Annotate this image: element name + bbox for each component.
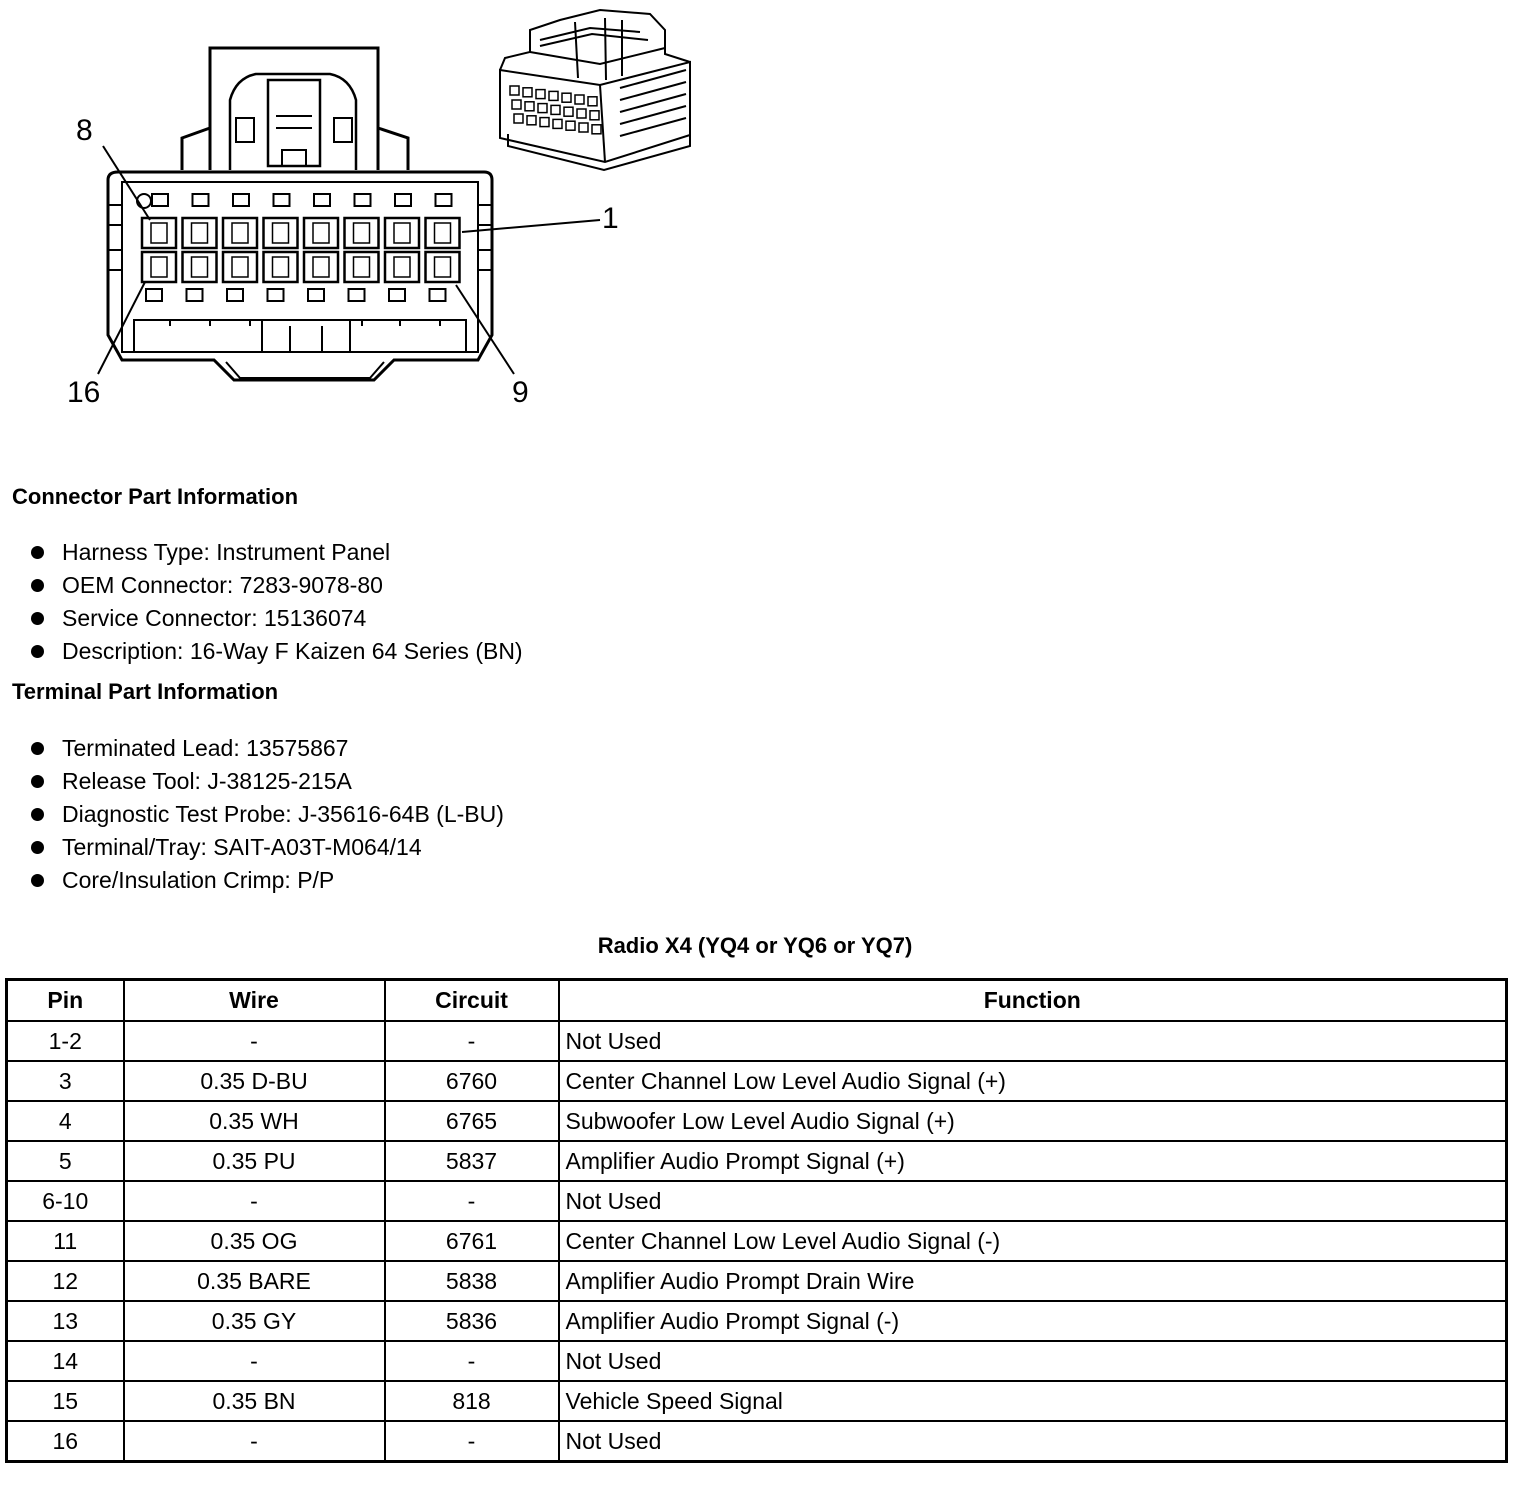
cell-wire: 0.35 GY [124, 1301, 385, 1341]
pin-cavity-inner [151, 223, 167, 243]
pin-cavity-inner [435, 257, 451, 277]
list-item: Terminal/Tray: SAIT-A03T-M064/14 [28, 831, 504, 864]
cell-function: Not Used [559, 1181, 1507, 1221]
pin-label-1: 1 [602, 202, 619, 235]
cell-wire: 0.35 D-BU [124, 1061, 385, 1101]
cell-circuit: - [385, 1421, 559, 1462]
perspective-cavity [523, 88, 532, 97]
small-cavity [152, 194, 168, 206]
pin-cavity-inner [435, 223, 451, 243]
pin-label-9: 9 [512, 376, 529, 409]
connector-diagram [0, 0, 760, 430]
table-row [7, 1381, 1507, 1421]
cell-function: Center Channel Low Level Audio Signal (-) [559, 1221, 1507, 1261]
cell-pin: 1-2 [7, 1021, 124, 1061]
cell-circuit: - [385, 1181, 559, 1221]
list-item: Harness Type: Instrument Panel [28, 536, 523, 569]
perspective-cavity [590, 111, 599, 120]
small-cavity [227, 289, 243, 301]
cell-function: Amplifier Audio Prompt Signal (+) [559, 1141, 1507, 1181]
list-item: Diagnostic Test Probe: J-35616-64B (L-BU) [28, 798, 504, 831]
table-row [7, 1421, 1507, 1462]
cell-circuit: 5836 [385, 1301, 559, 1341]
pin-cavity-inner [273, 223, 289, 243]
bullet-icon [31, 579, 44, 592]
perspective-cavity [525, 102, 534, 111]
perspective-cavity [527, 116, 536, 125]
table-row [7, 1341, 1507, 1381]
pin-cavity-inner [192, 257, 208, 277]
cell-pin: 4 [7, 1101, 124, 1141]
pin-cavity-inner [192, 223, 208, 243]
cell-pin: 5 [7, 1141, 124, 1181]
small-cavity [187, 289, 203, 301]
header-wire: Wire [124, 980, 385, 1022]
cell-function: Not Used [559, 1421, 1507, 1462]
cell-circuit: - [385, 1021, 559, 1061]
bullet-icon [31, 612, 44, 625]
small-cavity [146, 289, 162, 301]
perspective-cavity [538, 104, 547, 113]
pin-label-16: 16 [67, 376, 101, 409]
pin-cavity-inner [394, 257, 410, 277]
perspective-cavity [566, 121, 575, 130]
small-cavity [193, 194, 209, 206]
perspective-cavity [553, 119, 562, 128]
bullet-icon [31, 546, 44, 559]
header-function: Function [559, 980, 1507, 1022]
cell-circuit: - [385, 1341, 559, 1381]
cell-pin: 13 [7, 1301, 124, 1341]
small-cavity [355, 194, 371, 206]
table-row [7, 1141, 1507, 1181]
small-cavity [395, 194, 411, 206]
pin-cavities [142, 194, 460, 301]
pin-cavity-inner [394, 223, 410, 243]
small-cavity [268, 289, 284, 301]
header-circuit: Circuit [385, 980, 559, 1022]
bullet-icon [31, 808, 44, 821]
pin-cavity-inner [313, 257, 329, 277]
small-cavity [436, 194, 452, 206]
pin-cavity-inner [354, 257, 370, 277]
perspective-cavity [549, 91, 558, 100]
table-row [7, 1301, 1507, 1341]
cell-function: Amplifier Audio Prompt Drain Wire [559, 1261, 1507, 1301]
small-cavity [349, 289, 365, 301]
list-item: Core/Insulation Crimp: P/P [28, 864, 504, 897]
table-header-row [7, 980, 1507, 1022]
perspective-cavity [540, 118, 549, 127]
list-item: Service Connector: 15136074 [28, 602, 523, 635]
connector-latch [210, 48, 378, 170]
perspective-cavity [592, 125, 601, 134]
cell-function: Vehicle Speed Signal [559, 1381, 1507, 1421]
cell-pin: 3 [7, 1061, 124, 1101]
table-row [7, 1021, 1507, 1061]
perspective-cavity [510, 86, 519, 95]
connector-perspective-view [500, 10, 690, 170]
cell-circuit: 5838 [385, 1261, 559, 1301]
cell-pin: 6-10 [7, 1181, 124, 1221]
bullet-icon [31, 841, 44, 854]
perspective-cavity [564, 107, 573, 116]
perspective-cavity [512, 100, 521, 109]
cell-wire: - [124, 1341, 385, 1381]
list-item: Terminated Lead: 13575867 [28, 732, 504, 765]
perspective-cavity [562, 93, 571, 102]
cell-pin: 16 [7, 1421, 124, 1462]
cell-circuit: 818 [385, 1381, 559, 1421]
small-cavity [389, 289, 405, 301]
cell-pin: 11 [7, 1221, 124, 1261]
cell-wire: 0.35 WH [124, 1101, 385, 1141]
bullet-icon [31, 645, 44, 658]
pinout-table [5, 978, 1508, 1463]
small-cavity [314, 194, 330, 206]
perspective-cavity [551, 105, 560, 114]
cell-pin: 15 [7, 1381, 124, 1421]
perspective-cavity [514, 114, 523, 123]
connector-info-list [28, 536, 523, 668]
cell-pin: 14 [7, 1341, 124, 1381]
cell-wire: 0.35 BARE [124, 1261, 385, 1301]
cell-circuit: 6765 [385, 1101, 559, 1141]
header-pin: Pin [7, 980, 124, 1022]
cell-pin: 12 [7, 1261, 124, 1301]
small-cavity [430, 289, 446, 301]
table-row [7, 1181, 1507, 1221]
cell-circuit: 6760 [385, 1061, 559, 1101]
perspective-cavity [579, 123, 588, 132]
table-row [7, 1261, 1507, 1301]
cell-function: Amplifier Audio Prompt Signal (-) [559, 1301, 1507, 1341]
bullet-icon [31, 742, 44, 755]
cell-wire: - [124, 1421, 385, 1462]
connector-info-heading: Connector Part Information [12, 484, 299, 509]
cell-function: Not Used [559, 1021, 1507, 1061]
pin-cavity-inner [151, 257, 167, 277]
table-row [7, 1101, 1507, 1141]
perspective-cavity [577, 109, 586, 118]
cell-circuit: 5837 [385, 1141, 559, 1181]
cell-wire: - [124, 1021, 385, 1061]
small-cavity [274, 194, 290, 206]
perspective-cavities [510, 86, 601, 134]
terminal-info-heading: Terminal Part Information [12, 679, 279, 704]
cell-function: Center Channel Low Level Audio Signal (+) [559, 1061, 1507, 1101]
table-row [7, 1061, 1507, 1101]
cell-circuit: 6761 [385, 1221, 559, 1261]
pin-cavity-inner [232, 223, 248, 243]
bullet-icon [31, 775, 44, 788]
small-cavity [233, 194, 249, 206]
table-title: Radio X4 (YQ4 or YQ6 or YQ7) [597, 933, 913, 958]
cell-function: Not Used [559, 1341, 1507, 1381]
cell-wire: 0.35 BN [124, 1381, 385, 1421]
pin-cavity-inner [232, 257, 248, 277]
cell-wire: 0.35 OG [124, 1221, 385, 1261]
pin-cavity-inner [273, 257, 289, 277]
pin-cavity-inner [313, 223, 329, 243]
pin-label-8: 8 [76, 114, 93, 147]
bullet-icon [31, 874, 44, 887]
perspective-cavity [575, 95, 584, 104]
small-cavity [308, 289, 324, 301]
pin-cavity-inner [354, 223, 370, 243]
list-item: Description: 16-Way F Kaizen 64 Series (BN) [28, 635, 523, 668]
list-item: Release Tool: J-38125-215A [28, 765, 504, 798]
cell-wire: - [124, 1181, 385, 1221]
terminal-info-list [28, 732, 504, 897]
table-row [7, 1221, 1507, 1261]
perspective-cavity [588, 97, 597, 106]
cell-function: Subwoofer Low Level Audio Signal (+) [559, 1101, 1507, 1141]
list-item: OEM Connector: 7283-9078-80 [28, 569, 523, 602]
cell-wire: 0.35 PU [124, 1141, 385, 1181]
perspective-cavity [536, 90, 545, 99]
